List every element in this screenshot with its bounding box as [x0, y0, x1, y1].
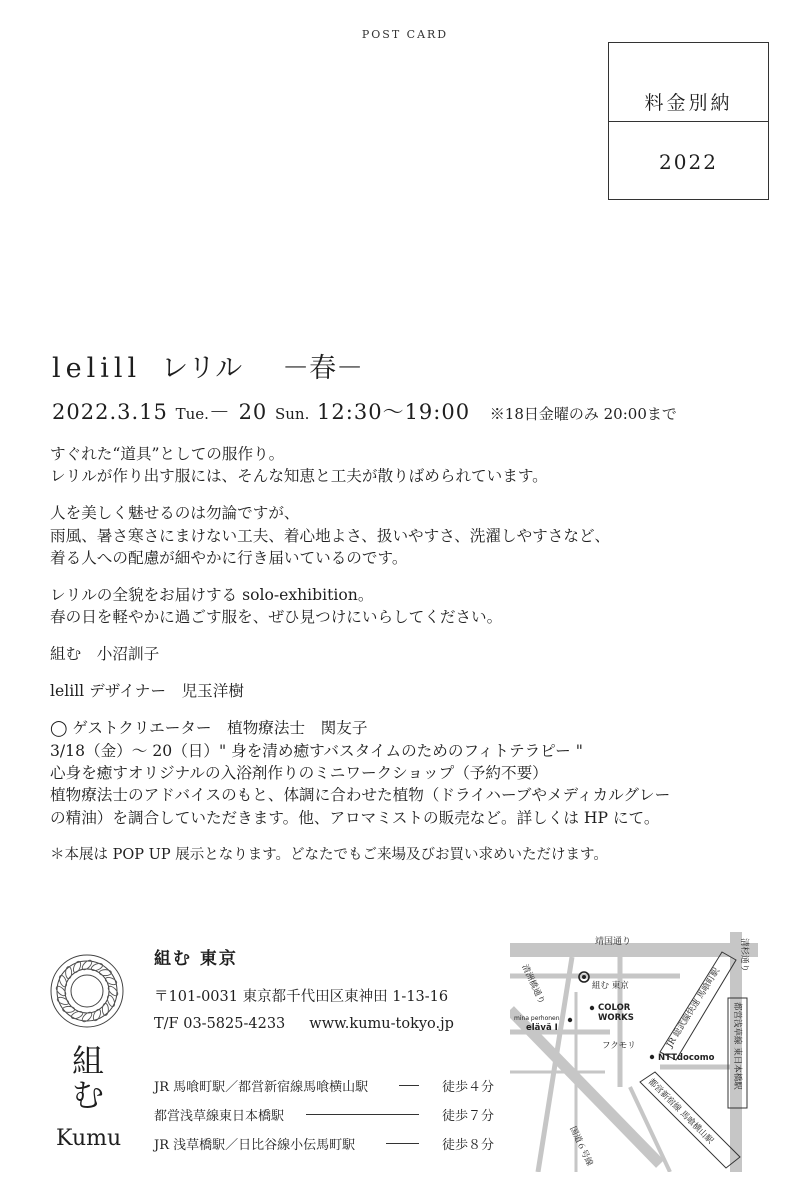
guest-line: ◯ ゲストクリエーター 植物療法士 関友子 [50, 719, 368, 738]
season-label: －春－ [282, 353, 364, 384]
shop-name: 組む 東京 [154, 949, 238, 969]
end-date: － 20 [208, 400, 268, 424]
postcard-label: POST CARD [361, 28, 449, 41]
body-line: 雨風、暑さ寒さにまけない工夫、着心地よさ、扱いやすさ、洗濯しやすさなど、 [50, 526, 611, 545]
access-row [154, 1076, 494, 1096]
guest-line: 心身を癒すオリジナルの入浴剤作りのミニワークショップ（予約不要） [50, 763, 548, 782]
body-line: 春の日を軽やかに過ごす服を、ぜひ見つけにいらしてください。 [50, 608, 503, 627]
map-label-kumu: 組む 東京 [592, 981, 629, 991]
logo-roman: Kumu [56, 1126, 122, 1151]
access-station: JR 馬喰町駅／都営新宿線馬喰横山駅 [154, 1080, 369, 1095]
signature-designer: lelill デザイナー 児玉洋樹 [50, 682, 244, 701]
access-row [154, 1134, 494, 1154]
event-date [52, 396, 677, 426]
map-label-jr-sobu: JR 総武線快速 馬喰町駅 [665, 966, 723, 1050]
access-time: 徒歩４分 [441, 1080, 494, 1095]
leader-line [399, 1085, 419, 1086]
map-label-fukumori: フクモリ [602, 1041, 636, 1051]
map-label-colorworks-2: WORKS [598, 1013, 634, 1023]
shop-contact [154, 1016, 454, 1032]
postage-paid-box [608, 42, 769, 200]
body-line: 着る人への配慮が細やかに行き届いているのです。 [50, 549, 408, 568]
logo-kanji-2: む [71, 1076, 104, 1114]
shop-tel: T/F 03-5825-4233 [154, 1016, 286, 1032]
logo-petal [63, 1006, 75, 1012]
start-date: 2022.3.15 [52, 400, 168, 424]
access-map [510, 932, 758, 1172]
signature-kumu: 組む 小沼訓子 [50, 645, 160, 664]
kumu-wreath-logo-icon [46, 950, 128, 1032]
shop-address: 〒101-0031 東京都千代田区東神田 1-13-16 [154, 989, 449, 1005]
logo-kanji-1: 組 [71, 1042, 104, 1080]
guest-line: の精油）を調合していただきます。他、アロマミストの販売など。詳しくは HP にて。 [50, 808, 660, 827]
body-line: レリルが作り出す服には、そんな知恵と工夫が散りばめられています。 [50, 467, 548, 486]
map-label-asakusa: 都営浅草線 東日本橋駅 [732, 1002, 742, 1090]
body-text [50, 443, 770, 866]
map-label-yasukuni: 靖国通り [595, 937, 632, 947]
map-label-seishubashi: 清洲橋通り [519, 963, 547, 1006]
body-line: 人を美しく魅せるのは勿論ですが、 [50, 504, 300, 523]
brand-name-katakana: レリル [161, 353, 243, 384]
access-station: JR 浅草橋駅／日比谷線小伝馬町駅 [154, 1138, 356, 1153]
access-time: 徒歩８分 [441, 1138, 494, 1153]
hours-note: ※18日金曜のみ 20:00まで [489, 405, 677, 423]
guest-line: 植物療法士のアドバイスのもと、体調に合わせた植物（ドライハーブやメディカルグレー [50, 786, 671, 805]
map-label-ntt: NTTdocomo [658, 1053, 715, 1063]
map-label-route6: 国道６号線 [567, 1125, 595, 1168]
popup-note: ＊本展は POP UP 展示となります。どなたでもご来場及びお買い求めいただけます。 [50, 846, 608, 863]
map-label-colorworks-1: COLOR [598, 1003, 631, 1013]
logo-petal [66, 967, 72, 979]
access-station: 都営浅草線東日本橋駅 [154, 1109, 285, 1124]
logo-petal [99, 970, 111, 976]
body-line: レリルの全貌をお届けする solo-exhibition。 [50, 586, 374, 605]
opening-hours: 12:30〜19:00 [317, 400, 471, 424]
start-weekday: Tue. [175, 405, 209, 423]
guest-line: 3/18（金）～ 20（日）" 身を清め癒すバスタイムのためのフィトテラピー " [50, 741, 583, 760]
brand-logo-text: lelill [52, 353, 142, 384]
body-line: すぐれた“道具”としての服作り。 [50, 445, 285, 463]
access-time: 徒歩７分 [441, 1109, 494, 1124]
leader-line [306, 1114, 419, 1115]
map-label-mina-2: elävä I [526, 1023, 558, 1033]
map-label-mina-1: mina perhonen [514, 1015, 560, 1022]
event-title [52, 346, 363, 385]
stamp-divider [609, 121, 768, 122]
logo-kanji [68, 1044, 108, 1112]
shop-website-link[interactable]: www.kumu-tokyo.jp [309, 1016, 454, 1032]
postage-year: 2022 [659, 150, 718, 174]
postage-paid-label: 料金別納 [644, 92, 733, 114]
map-label-shinjuku: 都営新宿線 馬喰横山駅 [645, 1077, 715, 1147]
end-weekday: Sun. [274, 405, 310, 423]
leader-line [386, 1143, 419, 1144]
logo-petal [102, 1003, 108, 1015]
map-label-kiyosugi: 清杉通り [739, 938, 749, 973]
access-row [154, 1105, 494, 1125]
